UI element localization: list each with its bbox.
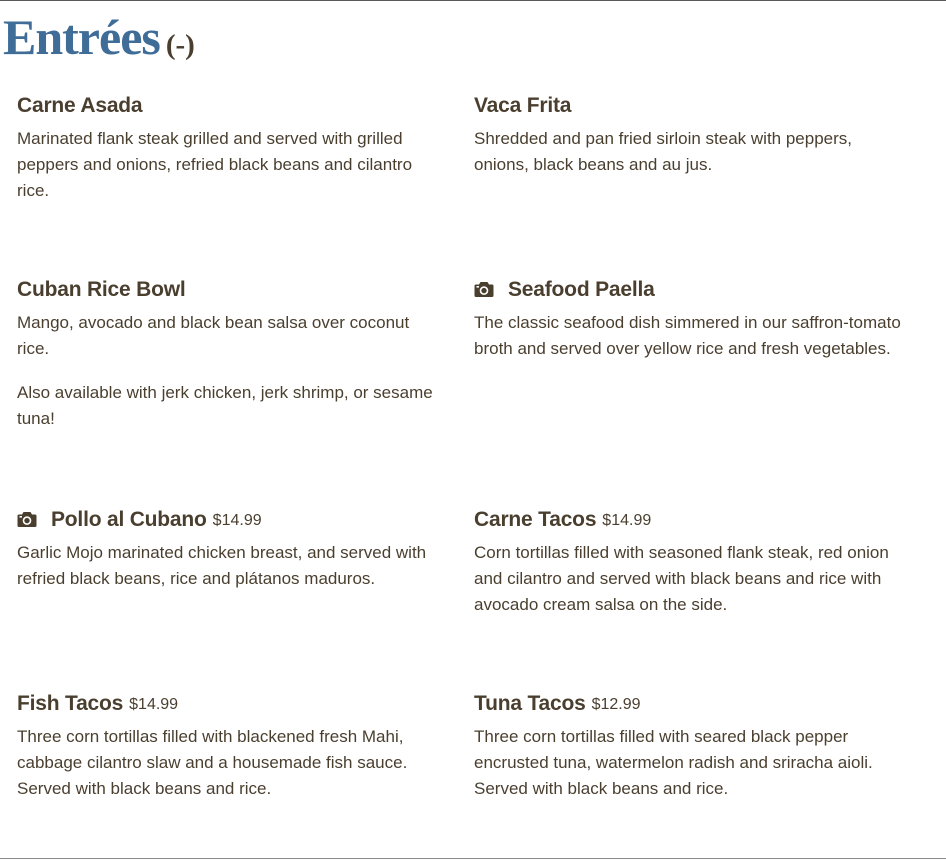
menu-item-price: $14.99 xyxy=(212,512,262,529)
menu-item-description: Three corn tortillas filled with seared black pepper encrusted tuna, watermelon radish and sriracha aioli. Served with black beans and rice. xyxy=(474,727,873,798)
menu-item-name: Carne Asada xyxy=(17,94,143,117)
camera-icon[interactable] xyxy=(17,510,37,528)
menu-item-description: Mango, avocado and black bean salsa over coconut rice. xyxy=(17,313,410,358)
menu-item-header xyxy=(474,506,902,534)
menu-item-cuban-rice-bowl xyxy=(17,276,445,432)
section-collapse-toggle[interactable]: (-) xyxy=(165,29,195,61)
section-title: Entrées xyxy=(3,9,160,65)
menu-item-description: Marinated flank steak grilled and served with grilled peppers and onions, refried black beans and cilantro rice. xyxy=(17,129,413,200)
menu-item-name: Tuna Tacos xyxy=(474,692,586,715)
menu-item-description: Corn tortillas filled with seasoned flank steak, red onion and cilantro and served with black beans and rice with avocado cream salsa on the side. xyxy=(474,543,889,614)
menu-item-name: Vaca Frita xyxy=(474,94,572,117)
menu-item-header xyxy=(474,690,902,718)
section-header xyxy=(3,8,195,66)
menu-item-price: $14.99 xyxy=(129,696,179,713)
menu-item-name: Seafood Paella xyxy=(508,278,655,301)
menu-item-name: Cuban Rice Bowl xyxy=(17,278,186,301)
menu-item-tuna-tacos xyxy=(474,690,902,802)
menu-item-header xyxy=(474,276,902,304)
camera-icon[interactable] xyxy=(474,280,494,298)
menu-item-description: Shredded and pan fried sirloin steak with peppers, onions, black beans and au jus. xyxy=(474,129,853,174)
menu-item-description: Three corn tortillas filled with blackened fresh Mahi, cabbage cilantro slaw and a housemade fish sauce. Served with black beans and rice. xyxy=(17,727,408,798)
bottom-divider xyxy=(0,858,946,859)
menu-item-note: Also available with jerk chicken, jerk shrimp, or sesame tuna! xyxy=(17,383,433,428)
menu-item-price: $12.99 xyxy=(591,696,641,713)
menu-item-seafood-paella xyxy=(474,276,902,362)
menu-item-carne-tacos xyxy=(474,506,902,618)
menu-item-name: Fish Tacos xyxy=(17,692,124,715)
menu-item-price: $14.99 xyxy=(602,512,652,529)
menu-item-vaca-frita xyxy=(474,92,902,178)
menu-item-header xyxy=(17,276,445,304)
menu-item-header xyxy=(17,690,445,718)
menu-item-header xyxy=(474,92,902,120)
menu-item-pollo-al-cubano xyxy=(17,506,445,592)
menu-item-carne-asada xyxy=(17,92,445,204)
top-divider xyxy=(0,0,946,1)
menu-item-description: Garlic Mojo marinated chicken breast, and served with refried black beans, rice and plátanos maduros. xyxy=(17,543,427,588)
menu-item-name: Pollo al Cubano xyxy=(51,508,207,531)
menu-item-header xyxy=(17,506,445,534)
menu-item-header xyxy=(17,92,445,120)
menu-item-fish-tacos xyxy=(17,690,445,802)
menu-item-description: The classic seafood dish simmered in our saffron-tomato broth and served over yellow rice and fresh vegetables. xyxy=(474,313,901,358)
menu-item-name: Carne Tacos xyxy=(474,508,597,531)
